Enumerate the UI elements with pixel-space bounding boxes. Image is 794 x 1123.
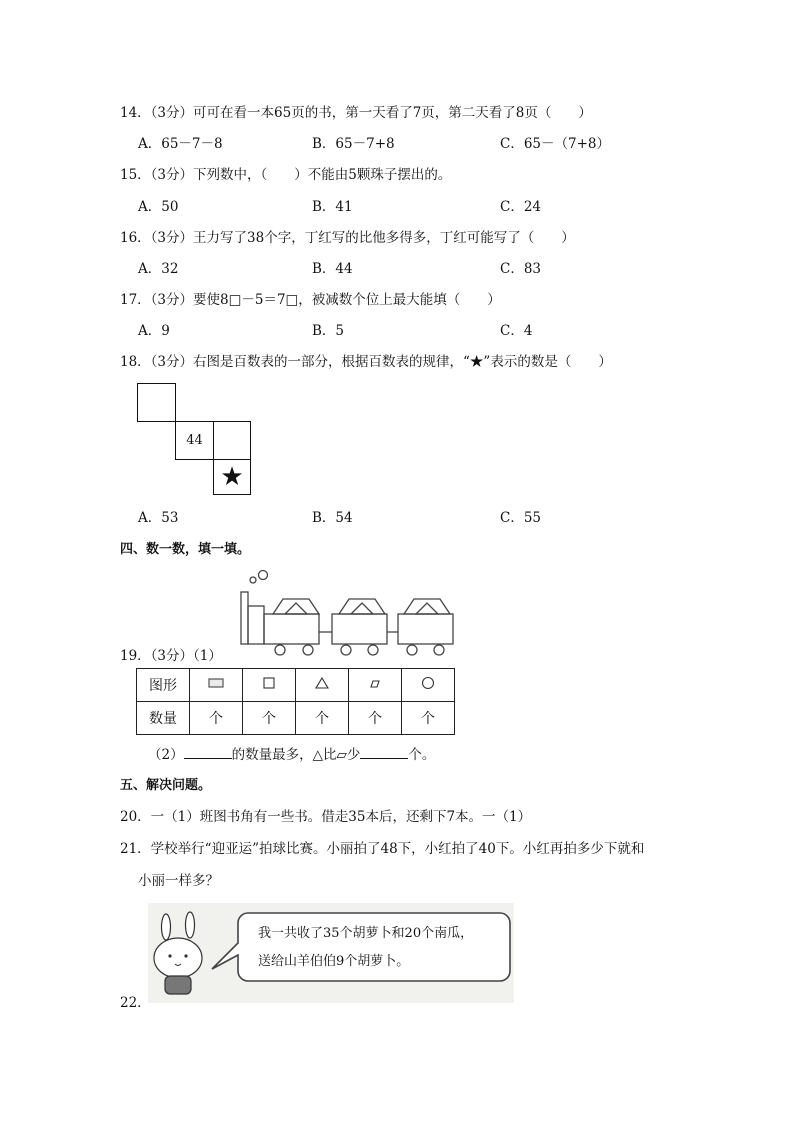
bubble-line-2: 送给山羊伯伯9个胡萝卜。 — [258, 954, 410, 969]
wheel — [341, 645, 351, 655]
hundred-grid-cell-empty-top — [137, 383, 176, 422]
section-4-title: 四、数一数，填一填。 — [120, 542, 251, 557]
row-label-shape: 图形 — [137, 669, 190, 702]
answer-blank-most[interactable] — [184, 744, 232, 759]
table-row-shapes — [137, 669, 455, 702]
q19-part2-number: （2） — [148, 747, 184, 763]
count-cell-rectangle[interactable]: 个 — [190, 702, 243, 735]
q17-option-c[interactable]: C．4 — [500, 323, 533, 339]
wheel — [303, 645, 313, 655]
section-5-title: 五、解决问题。 — [120, 778, 212, 793]
q15-stem: 15．（3分）下列数中，（ ）不能由5颗珠子摆出的。 — [120, 167, 452, 183]
q18-option-b[interactable]: B．54 — [312, 510, 353, 526]
rabbit-head — [154, 938, 202, 978]
q15-option-a[interactable]: A．50 — [138, 199, 179, 215]
engine-roof-triangle — [285, 603, 307, 614]
hundred-grid-cell-star — [213, 459, 251, 495]
count-cell-circle[interactable]: 个 — [402, 702, 455, 735]
row-label-count: 数量 — [137, 702, 190, 735]
q17-option-a[interactable]: A．9 — [138, 323, 170, 339]
parallelogram-icon — [349, 669, 402, 702]
smoke-circle-large — [259, 571, 268, 580]
q17-option-b[interactable]: B．5 — [312, 323, 345, 339]
circle-icon — [402, 669, 455, 702]
q16-stem: 16．（3分）王力写了38个字，丁红写的比他多得多，丁红可能写了（ ） — [120, 230, 575, 246]
chimney-rect — [241, 592, 248, 644]
q14-stem: 14．（3分）可可在看一本65页的书，第一天看了7页，第二天看了8页（ ） — [120, 105, 592, 121]
car3-body-rect — [398, 614, 453, 644]
q18-option-c[interactable]: C．55 — [500, 510, 542, 526]
rabbit-body — [165, 976, 191, 994]
q17-stem: 17．（3分）要使8□－5＝7□，被减数个位上最大能填（ ） — [120, 292, 501, 308]
car2-roof-trapezoid — [339, 599, 385, 614]
triangle-icon — [296, 669, 349, 702]
hundred-grid-value: 44 — [186, 433, 203, 448]
engine-body-rect — [264, 614, 319, 644]
wheel — [434, 645, 444, 655]
q14-option-b[interactable]: B．65－7+8 — [312, 136, 395, 152]
count-cell-square[interactable]: 个 — [243, 702, 296, 735]
count-cell-triangle[interactable]: 个 — [296, 702, 349, 735]
square-icon — [243, 669, 296, 702]
smoke-circle-small — [250, 577, 256, 583]
hundred-grid-cell-empty-right — [213, 421, 251, 460]
engine-roof-trapezoid — [273, 599, 319, 614]
q19-part2 — [148, 744, 435, 764]
rectangle-icon — [190, 669, 243, 702]
train-shapes-picture — [236, 566, 458, 658]
table-row-counts — [137, 702, 455, 735]
q21-line2: 小丽一样多？ — [138, 873, 219, 889]
rabbit-ear-right — [186, 912, 195, 938]
shape-count-table — [136, 668, 455, 735]
car2-body-rect — [332, 614, 387, 644]
rabbit-speech-illustration — [148, 903, 514, 1003]
q19-part2-middle: 的数量最多，△比▱少 — [231, 747, 361, 763]
car2-roof-triangle — [351, 603, 373, 614]
q16-option-c[interactable]: C．83 — [500, 261, 542, 277]
q20-text: 20．一（1）班图书角有一些书。借走35本后，还剩下7本。一（1） — [120, 809, 532, 825]
cab-rect — [248, 606, 264, 644]
answer-blank-difference[interactable] — [360, 744, 408, 759]
q19-prefix: 19．（3分）（1） — [120, 648, 222, 664]
q21-line1: 21．学校举行“迎亚运”拍球比赛。小丽拍了48下，小红拍了40下。小红再拍多少下就和 — [120, 841, 645, 857]
car3-roof-trapezoid — [404, 599, 450, 614]
car3-roof-triangle — [416, 603, 438, 614]
count-cell-parallelogram[interactable]: 个 — [349, 702, 402, 735]
bubble-line-1: 我一共收了35个胡萝卜和20个南瓜， — [258, 926, 474, 941]
wheel — [275, 645, 285, 655]
q22-number: 22． — [120, 995, 151, 1011]
wheel — [368, 645, 378, 655]
q16-option-b[interactable]: B．44 — [312, 261, 353, 277]
q19-part2-end: 个。 — [408, 747, 436, 763]
q14-option-a[interactable]: A．65－7－8 — [138, 136, 223, 152]
q16-option-a[interactable]: A．32 — [138, 261, 179, 277]
wheel — [407, 645, 417, 655]
hundred-grid-cell-44 — [175, 421, 214, 460]
q18-option-a[interactable]: A．53 — [138, 510, 179, 526]
q14-option-c[interactable]: C．65－（7+8） — [500, 136, 610, 152]
rabbit-ear-left — [162, 914, 171, 940]
q15-option-b[interactable]: B．41 — [312, 199, 353, 215]
star-icon: ★ — [220, 462, 244, 492]
q15-option-c[interactable]: C．24 — [500, 199, 542, 215]
q18-stem: 18．（3分）右图是百数表的一部分，根据百数表的规律，“★”表示的数是（ ） — [120, 354, 612, 370]
